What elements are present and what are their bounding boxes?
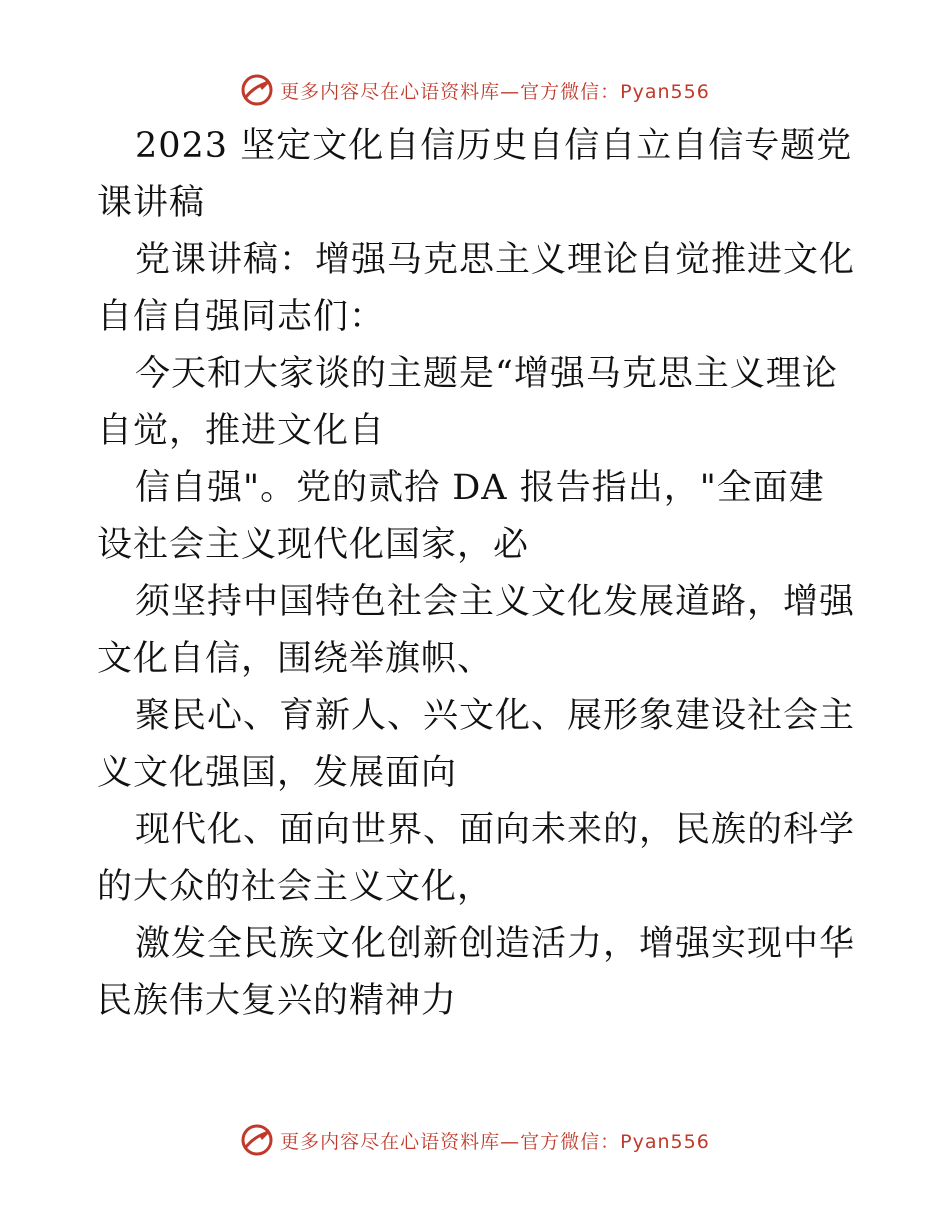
paragraph-title: 2023 坚定文化自信历史自信自立自信专题党课讲稿 — [97, 126, 853, 223]
paragraph: 聚民心、育新人、兴文化、展形象建设社会主义文化强国，发展面向 — [97, 696, 856, 793]
header-banner-text: 更多内容尽在心语资料库—官方微信：Pyan556 — [280, 80, 710, 103]
paragraph: 信自强"。党的贰拾 DA 报告指出，"全面建设社会主义现代化国家，必 — [97, 468, 825, 565]
header-watermark-banner — [0, 70, 950, 110]
footer-banner-text: 更多内容尽在心语资料库—官方微信：Pyan556 — [280, 1130, 710, 1153]
paragraph: 党课讲稿：增强马克思主义理论自觉推进文化自信自强同志们： — [97, 240, 856, 337]
footer-watermark-banner — [0, 1120, 950, 1160]
pen-logo-icon — [240, 73, 274, 107]
pen-logo-icon — [240, 1123, 274, 1157]
document-body — [97, 118, 857, 1030]
paragraph: 须坚持中国特色社会主义文化发展道路，增强文化自信，围绕举旗帜、 — [97, 582, 856, 679]
paragraph: 今天和大家谈的主题是“增强马克思主义理论自觉，推进文化自 — [97, 354, 838, 451]
paragraph: 激发全民族文化创新创造活力，增强实现中华民族伟大复兴的精神力 — [97, 924, 856, 1021]
paragraph: 现代化、面向世界、面向未来的，民族的科学的大众的社会主义文化， — [97, 810, 856, 907]
